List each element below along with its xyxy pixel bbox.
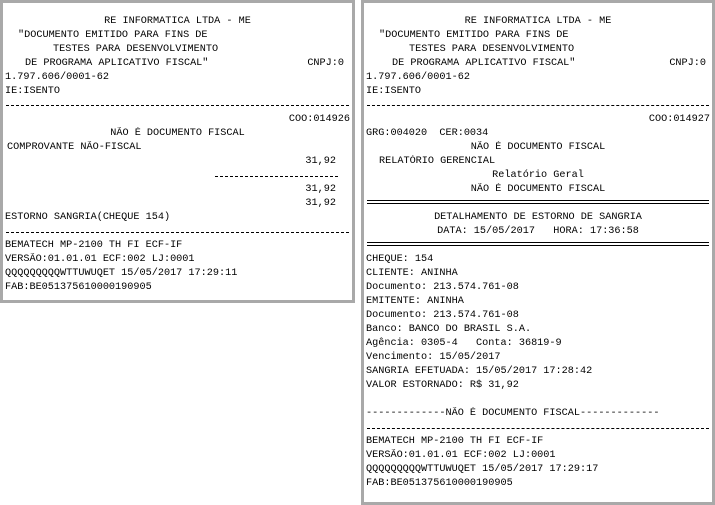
item-value: 31,92 bbox=[305, 156, 336, 167]
cheque-number: CHEQUE: 154 bbox=[366, 254, 434, 265]
estorno-line: ESTORNO SANGRIA(CHEQUE 154) bbox=[5, 212, 171, 223]
fab-line: FAB:BE051375610000190905 bbox=[366, 478, 513, 489]
emitente-line: EMITENTE: ANINHA bbox=[366, 296, 464, 307]
item-line bbox=[5, 155, 350, 169]
version-line: VERSÃO:01.01.01 ECF:002 LJ:0001 bbox=[5, 254, 195, 265]
datetime-line bbox=[366, 113, 710, 127]
emitente-document: Documento: 213.574.761-08 bbox=[366, 310, 519, 321]
header-line-1: "DOCUMENTO EMITIDO PARA FINS DE bbox=[379, 30, 569, 41]
valor-estornado-line: VALOR ESTORNADO: R$ 31,92 bbox=[366, 380, 519, 391]
cheque-line bbox=[5, 197, 350, 211]
nao-fiscal-heading: NÃO É DOCUMENTO FISCAL bbox=[470, 142, 606, 153]
ie-line: IE:ISENTO bbox=[5, 86, 61, 97]
hash-line: QQQQQQQQQWTTUWUQET 15/05/2017 17:29:17 bbox=[366, 464, 599, 475]
datetime-line bbox=[5, 113, 350, 127]
version-line: VERSÃO:01.01.01 ECF:002 LJ:0001 bbox=[366, 450, 556, 461]
cnpj-label: CNPJ:0 bbox=[669, 58, 706, 69]
grg-cer-line: GRG:004020 CER:0034 bbox=[366, 128, 489, 139]
double-separator bbox=[367, 200, 709, 204]
header-line-3: DE PROGRAMA APLICATIVO FISCAL" bbox=[25, 58, 209, 69]
total-value: 31,92 bbox=[305, 184, 336, 195]
company-name: RE INFORMATICA LTDA - ME bbox=[104, 16, 251, 27]
cnpj-label: CNPJ:0 bbox=[307, 58, 344, 69]
relatorio-geral: Relatório Geral bbox=[492, 170, 584, 181]
header-line-2: TESTES PARA DESENVOLVIMENTO bbox=[53, 44, 219, 55]
total-line bbox=[5, 183, 350, 197]
vencimento-line: Vencimento: 15/05/2017 bbox=[366, 352, 501, 363]
header-line-2: TESTES PARA DESENVOLVIMENTO bbox=[409, 44, 575, 55]
agencia-conta-line: Agência: 0305-4 Conta: 36819-9 bbox=[366, 338, 562, 349]
coo: COO:014927 bbox=[648, 114, 710, 125]
fab-line: FAB:BE051375610000190905 bbox=[5, 282, 152, 293]
separator bbox=[6, 105, 349, 106]
receipt-2 bbox=[361, 0, 715, 505]
header-line-3: DE PROGRAMA APLICATIVO FISCAL" bbox=[392, 58, 576, 69]
ie-line: IE:ISENTO bbox=[366, 86, 422, 97]
comprovante-heading: COMPROVANTE NÃO-FISCAL bbox=[7, 142, 142, 153]
separator bbox=[215, 176, 338, 177]
cnpj-number: 1.797.606/0001-62 bbox=[5, 72, 109, 83]
nao-fiscal-heading: NÃO É DOCUMENTO FISCAL bbox=[110, 128, 245, 139]
detalhamento-heading: DETALHAMENTO DE ESTORNO DE SANGRIA bbox=[434, 212, 642, 223]
header-line-1: "DOCUMENTO EMITIDO PARA FINS DE bbox=[18, 30, 208, 41]
cnpj-number: 1.797.606/0001-62 bbox=[366, 72, 470, 83]
cliente-document: Documento: 213.574.761-08 bbox=[366, 282, 519, 293]
relatorio-heading: RELATÓRIO GERENCIAL bbox=[379, 156, 496, 167]
sangria-line: SANGRIA EFETUADA: 15/05/2017 17:28:42 bbox=[366, 366, 593, 377]
cheque-value: 31,92 bbox=[305, 198, 336, 209]
nao-fiscal-footer: -------------NÃO É DOCUMENTO FISCAL------------- bbox=[366, 408, 660, 419]
printer-model: BEMATECH MP-2100 TH FI ECF-IF bbox=[366, 436, 544, 447]
separator bbox=[6, 232, 349, 233]
separator bbox=[367, 428, 709, 429]
company-name: RE INFORMATICA LTDA - ME bbox=[464, 16, 612, 27]
double-separator bbox=[367, 242, 709, 246]
coo: COO:014926 bbox=[288, 114, 350, 125]
hash-line: QQQQQQQQQWTTUWUQET 15/05/2017 17:29:11 bbox=[5, 268, 238, 279]
receipt-1 bbox=[0, 0, 355, 303]
separator bbox=[367, 105, 709, 106]
nao-fiscal-heading-2: NÃO É DOCUMENTO FISCAL bbox=[470, 184, 606, 195]
printer-model: BEMATECH MP-2100 TH FI ECF-IF bbox=[5, 240, 183, 251]
cliente-line: CLIENTE: ANINHA bbox=[366, 268, 458, 279]
banco-line: Banco: BANCO DO BRASIL S.A. bbox=[366, 324, 532, 335]
data-hora-line: DATA: 15/05/2017 HORA: 17:36:58 bbox=[437, 226, 639, 237]
